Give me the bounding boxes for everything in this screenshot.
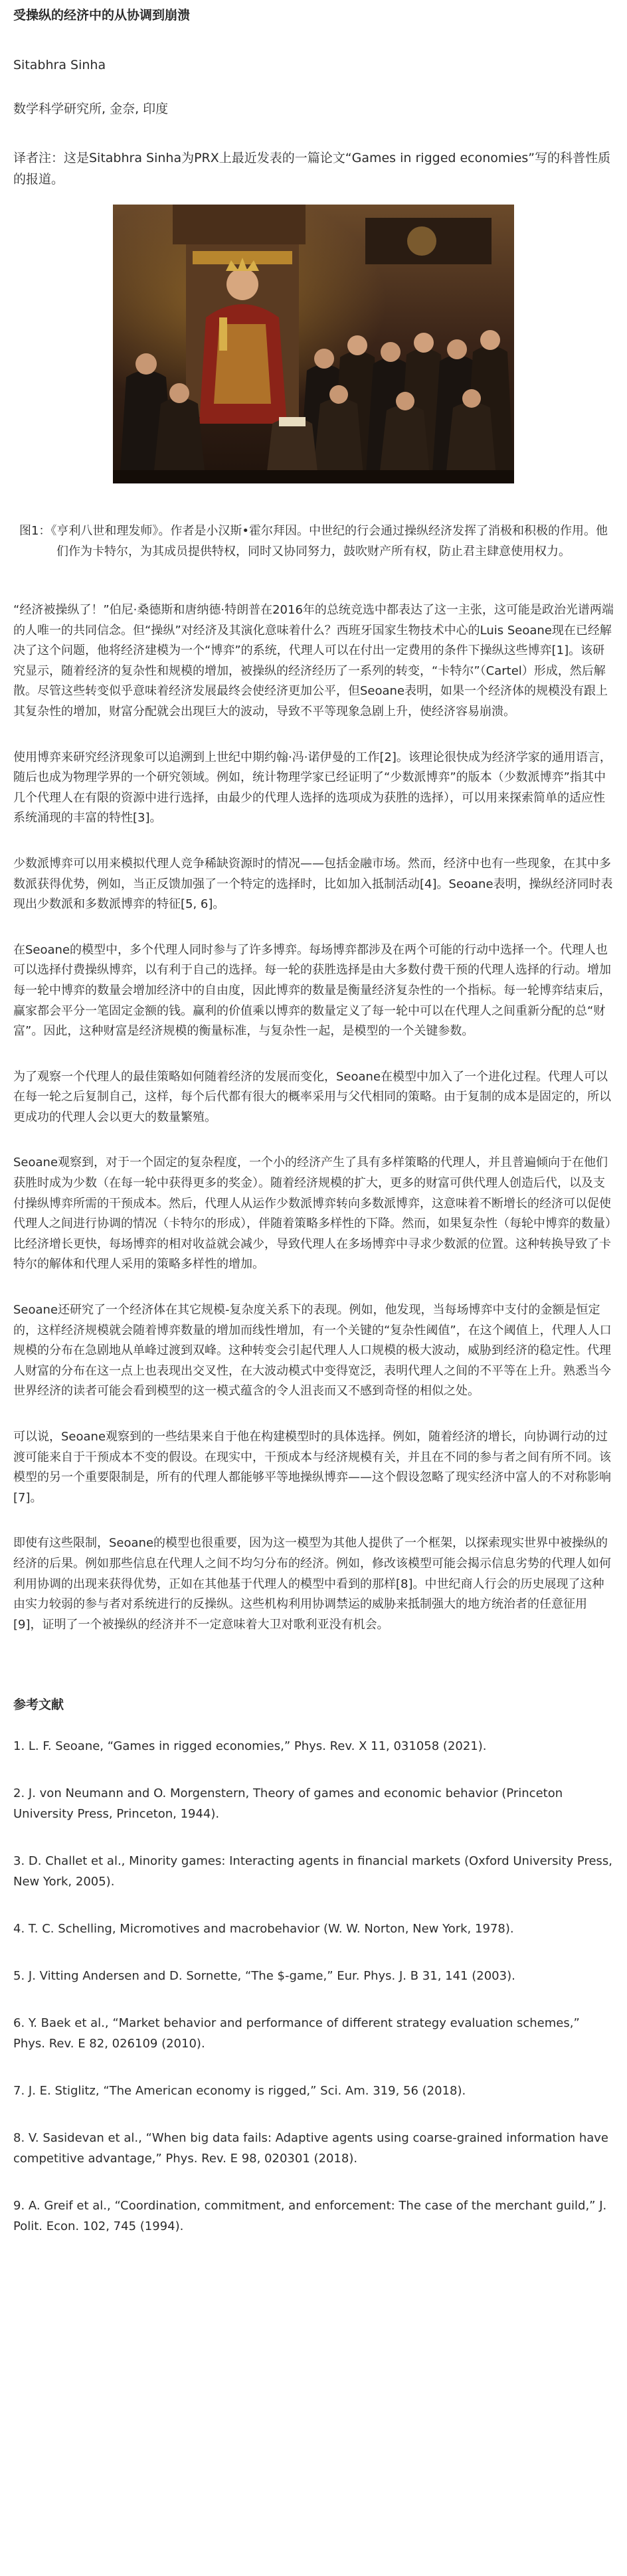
canopy	[173, 205, 306, 244]
reference-item: 9. A. Greif et al., “Coordination, commitment, and enforcement: The case of the merchant guild,” J. Polit. Econ. 102, 745 (1994).	[13, 2199, 607, 2234]
painting-image	[113, 205, 514, 483]
paragraph-4: 在Seoane的模型中，多个代理人同时参与了许多博弈。每场博弈都涉及在两个可能的行动中选择一个。代理人也可以选择付费操纵博弈，以有利于自己的选择。每一轮的获胜选择是由大多数付费干预的代理人选择的行动。增加每一轮中博弈的数量会增加经济中的自由度，因此博弈的数量是衡量经济复杂性的一个指标。每一轮博弈结束后，赢家都会平分一笔固定金额的钱。赢利的价值乘以博弈的数量定义了每一轮中可以在代理人之间重新分配的总“财富”。因此，这种财富是经济规模的衡量标准，与复杂性一起，是模型的一个关键参数。	[13, 942, 611, 1039]
charter-document	[279, 417, 306, 426]
paragraph-2: 使用博弈来研究经济现象可以追溯到上世纪中期约翰·冯·诺伊曼的工作[2]。该理论很快成为经济学家的通用语言，随后也成为物理学界的一个研究领域。例如，统计物理学家已经证明了“少数派博弈”的版本（少数派博弈”指其中几个代理人在有限的资源中进行选择，由最少的代理人选择的选项成为获胜的选择），可以用来探索简单的适应性系统涌现的丰富的特性[3]。	[13, 750, 612, 825]
figure-caption: 图1：《亨利八世和理发师》。作者是小汉斯•霍尔拜因。中世纪的行会通过操纵经济发挥了消极和积极的作用。他们作为卡特尔，为其成员提供特权，同时又协同努力，鼓吹财产所有权，防止君主肆意使用权力。	[19, 524, 608, 558]
reference-item: 1. L. F. Seoane, “Games in rigged economies,” Phys. Rev. X 11, 031058 (2021).	[13, 1739, 487, 1754]
paragraph-5: 为了观察一个代理人的最佳策略如何随着经济的发展而变化，Seoane在模型中加入了一个进化过程。代理人可以在每一轮之后复制自己，这样，每个后代都有很大的概率采用与父代相同的策略。由于复制的成本是固定的，所以更成功的代理人会以更大的数量繁殖。	[13, 1069, 611, 1124]
wall-medallion	[407, 226, 436, 256]
reference-item: 5. J. Vitting Andersen and D. Sornette, “The $-game,” Eur. Phys. J. B 31, 141 (2003).	[13, 1969, 515, 1984]
article-page	[0, 7, 627, 2237]
paragraph-6: Seoane观察到，对于一个固定的复杂程度，一个小的经济产生了具有多样策略的代理人，并且普遍倾向于在他们获胜时成为少数（在每一轮中获得更多的奖金）。随着经济规模的扩大，更多的财富可供代理人创造后代，以及支付操纵博弈所需的干预成本。然后，代理人从运作少数派博弈转向多数派博弈，这意味着不断增长的经济可以促使代理人之间进行协调的情况（卡特尔的形成），伴随着策略多样性的下降。然而，如果复杂性（每轮中博弈的数量）比经济增长更快，每场博弈的相对收益就会减少，导致代理人在多场博弈中寻求少数派的位置。这种转换导致了卡特尔的解体和代理人采用的策略多样性的增加。	[13, 1156, 611, 1272]
references-heading: 参考文献	[13, 1697, 64, 1713]
article-title: 受操纵的经济中的从协调到崩溃	[13, 8, 191, 23]
courtier-left-1-face	[135, 353, 157, 375]
references-list	[13, 1736, 614, 2237]
reference-item: 3. D. Challet et al., Minority games: Interacting agents in financial markets (Oxford University Press, New York, 2005).	[13, 1854, 612, 1889]
reference-item: 2. J. von Neumann and O. Morgenstern, Theory of games and economic behavior (Princeton University Press, Princeton, 1944).	[13, 1786, 563, 1822]
king-sword	[219, 317, 227, 351]
paragraph-7: Seoane还研究了一个经济体在其它规模-复杂度关系下的表现。例如，他发现，当每场博弈中支付的金额是恒定的，这样经济规模就会随着博弈数量的增加而线性增加，有一个关键的“复杂性阈值”，在这个阈值上，代理人人口规模的分布在急剧地从单峰过渡到双峰。这种转变会引起代理人人口规模的极大波动，威胁到经济的稳定性。代理人财富的分布在这一点上也表现出交叉性，在大波动模式中变得宽泛，表明代理人之间的不平等在上升。熟悉当今世界经济的读者可能会看到模型的这一模式蕴含的令人沮丧而又不感到奇怪的相似之处。	[13, 1303, 612, 1399]
courtier-left-2-face	[169, 383, 189, 403]
reference-item: 8. V. Sasidevan et al., “When big data fails: Adaptive agents using coarse-grained information have competitive advantage,” Phys. Rev. E 98, 020301 (2018).	[13, 2131, 609, 2166]
king-face	[226, 268, 258, 300]
painting-illustration	[113, 205, 514, 483]
paragraph-9: 即使有这些限制，Seoane的模型也很重要，因为这一模型为其他人提供了一个框架，以探索现实世界中被操纵的经济的后果。例如那些信息在代理人之间不均匀分布的经济。例如，修改该模型可能会揭示信息劣势的代理人如何利用协调的出现来获得优势，正如在其他基于代理人的模型中看到的那样[8]。中世纪商人行会的历史展现了这种由实力较弱的参与者对系统进行的反操纵。这些机构利用协调禁运的威胁来抵制强大的地方统治者的任意征用[9]，证明了一个被操纵的经济并不一定意味着大卫对歌利亚没有机会。	[13, 1536, 611, 1632]
paragraph-8: 可以说，Seoane观察到的一些结果来自于他在构建模型时的具体选择。例如，随着经济的增长，向协调行动的过渡可能来自于干预成本不变的假设。在现实中，干预成本与经济规模有关，并且在不同的参与者之间有所不同。该模型的另一个重要限制是，所有的代理人都能够平等地操纵博弈——这个假设忽略了现实经济中富人的不对称影响[7]。	[13, 1430, 611, 1505]
reference-item: 4. T. C. Schelling, Micromotives and macrobehavior (W. W. Norton, New York, 1978).	[13, 1922, 514, 1936]
author-affiliation: 数学科学研究所, 金奈, 印度	[13, 102, 169, 116]
translator-note: 译者注：这是Sitabhra Sinha为PRX上最近发表的一篇论文“Games in rigged economies”写的科普性质的报道。	[13, 151, 611, 187]
reference-item: 7. J. E. Stiglitz, “The American economy is rigged,” Sci. Am. 319, 56 (2018).	[13, 2084, 466, 2099]
paragraph-3: 少数派博弈可以用来模拟代理人竞争稀缺资源时的情况——包括金融市场。然而，经济中也有一些现象，在其中多数派获得优势，例如，当正反馈加强了一个特定的选择时，比如加入抵制活动[4]。Seoane表明，操纵经济同时表现出少数派和多数派博弈的特征[5, 6]。	[13, 856, 613, 912]
reference-item: 6. Y. Baek et al., “Market behavior and performance of different strategy evaluation schemes,” Phys. Rev. E 82, 026109 (2010).	[13, 2016, 580, 2051]
paragraph-1: “经济被操纵了！”伯尼·桑德斯和唐纳德·特朗普在2016年的总统竞选中都表达了这一主张，这可能是政治光谱两端的人唯一的共同信念。但“操纵”对经济及其演化意味着什么？西班牙国家生物技术中心的Luis Seoane现在已经解决了这个问题，他将经济建模为一个“博弈”的系统，代理人可以在付出一定费用的条件下操纵这些博弈[1]。该研究显示，随着经济的复杂性和规模的增加，被操纵的经济经历了一系列的转变，“卡特尔”（Cartel）形成，然后解散。尽管这些转变似乎意味着经济发展最终会使经济更加公平，但Seoane表明，如果一个经济体的规模没有跟上其复杂性的增加，财富分配就会出现巨大的波动，导致不平等现象急剧上升，使经济容易崩溃。	[13, 603, 614, 719]
author-name: Sitabhra Sinha	[13, 58, 106, 72]
painting-floor	[113, 470, 514, 483]
